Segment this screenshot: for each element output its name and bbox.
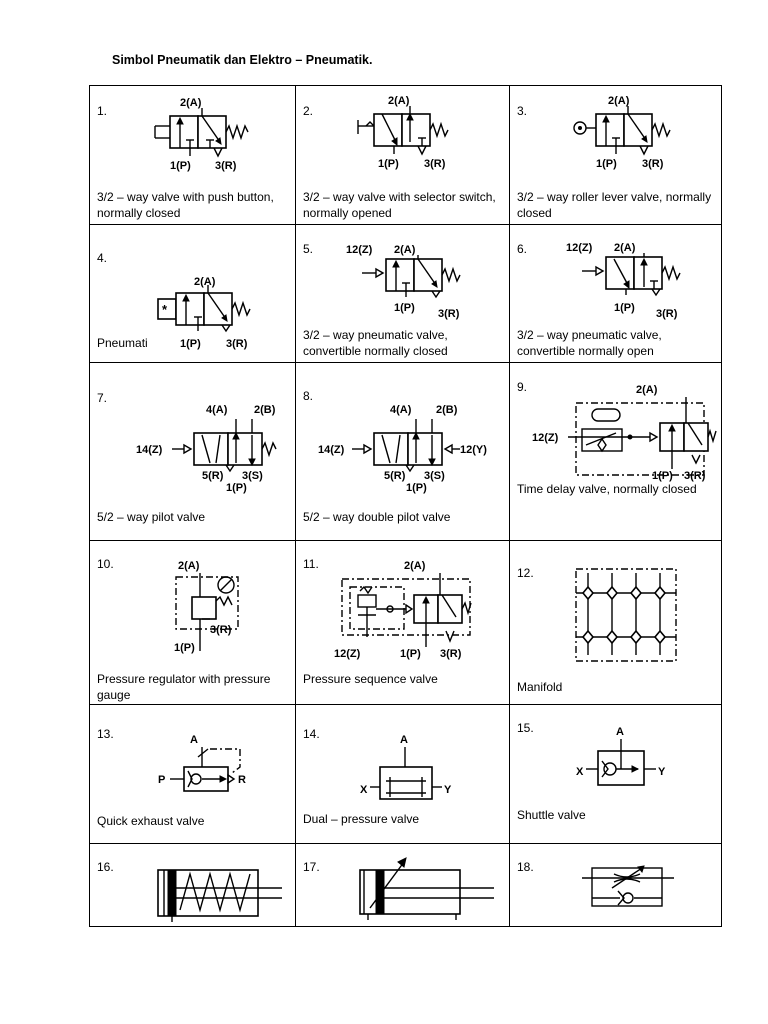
port-label: 12(Y) [460,444,487,456]
port-label: 2(A) [608,95,630,107]
symbol-cell [510,844,722,927]
port-label: 3(R) [210,624,232,636]
symbol-caption: 3/2 – way pneumatic valve, convertible normally closed [303,328,448,358]
symbol-number: 17. [303,860,320,874]
port-label: A [400,734,408,746]
symbol-number: 18. [517,860,534,874]
symbol-caption: Pneumati [97,336,148,350]
symbol-cell [90,225,296,363]
symbol-caption: 5/2 – way double pilot valve [303,510,451,524]
port-label: 2(A) [614,242,636,254]
port-label: 12(Z) [346,244,373,256]
port-label: 1(P) [596,158,617,170]
port-label: 1(P) [170,160,191,172]
symbol-number: 7. [97,391,108,405]
symbol-caption: Shuttle valve [517,808,586,822]
dual-pressure-valve-icon [354,731,464,801]
port-label: 1(P) [406,482,427,494]
table-row [90,541,722,705]
table-row [90,363,722,541]
port-label: A [190,734,198,746]
port-label: 3(R) [424,158,446,170]
symbol-number: 1. [97,104,108,118]
port-label: P [158,774,166,786]
symbol-number: 11. [303,557,319,571]
port-label: 4(A) [206,404,228,416]
roller-lever-valve-icon [568,92,688,174]
selector-switch-valve-icon [346,92,466,174]
symbol-table [89,85,721,926]
symbol-cell [296,705,510,844]
quick-exhaust-valve-icon [154,731,274,803]
port-label: 2(B) [254,404,276,416]
symbol-cell [296,86,510,225]
symbol-number: 5. [303,242,314,256]
pressure-sequence-valve-icon [330,555,480,665]
time-delay-valve-icon [532,379,712,487]
symbol-number: 14. [303,727,320,741]
symbol-number: 4. [97,251,108,265]
symbol-cell [510,541,722,705]
port-label: 2(A) [636,384,658,396]
svg-text:*: * [162,302,168,317]
symbol-cell [296,844,510,927]
symbol-number: 13. [97,727,114,741]
port-label: 3(R) [440,648,462,660]
symbol-number: 8. [303,389,314,403]
port-label: 4(A) [390,404,412,416]
port-label: 2(A) [394,244,416,256]
port-label: 5(R) [384,470,406,482]
port-label: 2(A) [180,97,202,109]
pilot-valve-nc-icon [346,239,476,321]
port-label: 1(P) [400,648,421,660]
symbol-caption: Dual – pressure valve [303,812,420,826]
port-label: 3(R) [656,308,678,320]
symbol-caption: 3/2 – way valve with push button, normally closed [97,190,274,220]
symbol-caption: 5/2 – way pilot valve [97,510,206,524]
port-label: 3(S) [424,470,445,482]
port-label: Y [658,766,666,778]
port-label: 3(R) [438,308,460,320]
port-label: 5(R) [202,470,224,482]
symbol-number: 15. [517,721,534,735]
table-row [90,844,722,927]
symbol-caption: 3/2 – way pneumatic valve, convertible normally open [517,328,662,358]
symbol-cell [510,86,722,225]
symbol-cell [90,844,296,927]
symbol-caption: Pressure regulator with pressure gauge [97,672,271,702]
five-two-pilot-valve-icon [136,401,286,494]
port-label: 12(Z) [532,432,559,444]
symbol-caption: 3/2 – way roller lever valve, normally closed [517,190,712,220]
symbol-cell [296,363,510,541]
table-row [90,225,722,363]
port-label: 1(P) [614,302,635,314]
shuttle-valve-icon [572,723,682,795]
table-row [90,705,722,844]
port-label: 2(A) [178,560,200,572]
symbol-caption: Quick exhaust valve [97,814,205,828]
port-label: 14(Z) [136,444,163,456]
manifold-icon [572,565,682,665]
symbol-number: 12. [517,566,534,580]
port-label: 14(Z) [318,444,345,456]
symbol-caption: Pressure sequence valve [303,672,438,686]
symbol-number: 16. [97,860,114,874]
port-label: 12(Z) [334,648,361,660]
port-label: X [576,766,584,778]
port-label: 3(R) [684,470,706,482]
symbol-cell [510,225,722,363]
page-title: Simbol Pneumatik dan Elektro – Pneumatik. [112,53,373,67]
port-label: 1(P) [174,642,195,654]
port-label: 2(A) [404,560,426,572]
double-acting-cylinder-icon [354,854,504,924]
port-label: 2(A) [388,95,410,107]
symbol-caption: 3/2 – way valve with selector switch, normally opened [303,190,496,220]
push-button-valve-icon [150,94,260,176]
symbol-number: 10. [97,557,114,571]
port-label: 1(P) [378,158,399,170]
symbol-cell [510,705,722,844]
port-label: R [238,774,246,786]
symbol-cell [90,705,296,844]
symbol-cell [90,86,296,225]
pressure-regulator-icon [172,555,262,665]
port-label: A [616,726,624,738]
port-label: 2(B) [436,404,458,416]
port-label: 3(R) [226,338,248,350]
single-acting-cylinder-icon [152,864,292,924]
port-label: X [360,784,368,796]
port-label: 12(Z) [566,242,593,254]
flow-control-valve-icon [580,858,690,918]
port-label: 2(A) [194,276,216,288]
port-label: 1(P) [652,470,673,482]
symbol-cell [510,363,722,541]
symbol-number: 2. [303,104,314,118]
port-label: 1(P) [394,302,415,314]
port-label: 1(P) [180,338,201,350]
port-label: 1(P) [226,482,247,494]
symbol-number: 9. [517,380,528,394]
symbol-number: 6. [517,242,528,256]
symbol-cell [296,541,510,705]
symbol-caption: Time delay valve, normally closed [517,482,697,496]
symbol-cell [296,225,510,363]
port-label: Y [444,784,452,796]
symbol-caption: Manifold [517,680,563,694]
symbol-cell [90,363,296,541]
port-label: 3(R) [642,158,664,170]
pilot-valve-no-icon [566,237,696,319]
five-two-double-pilot-valve-icon [318,401,498,494]
port-label: 3(S) [242,470,263,482]
symbol-number: 3. [517,104,528,118]
symbol-cell [90,541,296,705]
port-label: 3(R) [215,160,237,172]
table-row [90,86,722,225]
